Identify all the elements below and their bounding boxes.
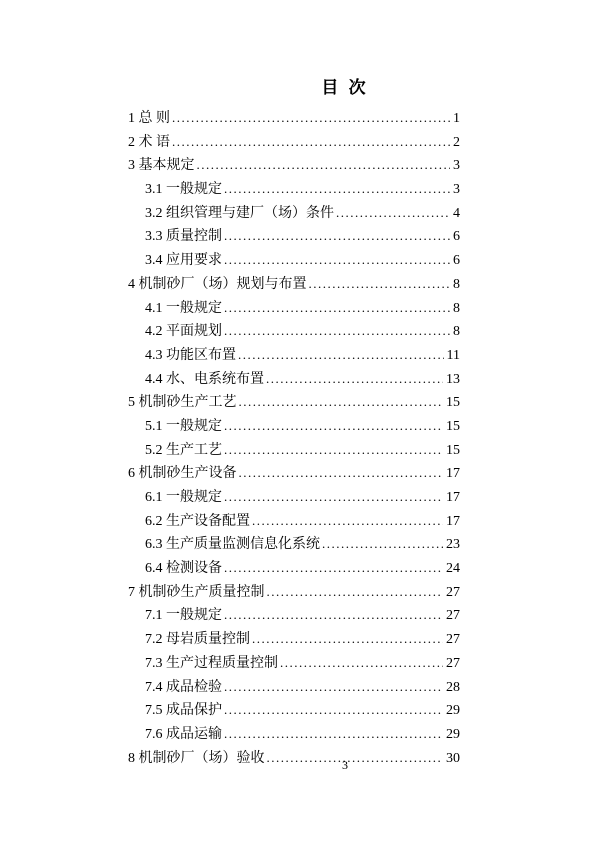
toc-leader-dots	[224, 414, 443, 438]
toc-entry	[128, 556, 460, 580]
toc-entry	[128, 722, 460, 746]
toc-entry-page: 24	[446, 561, 460, 577]
toc-leader-dots	[172, 130, 450, 154]
toc-entry-page: 15	[446, 395, 460, 411]
toc-entry-label: 8 机制砂厂（场）验收	[128, 750, 265, 766]
toc-leader-dots	[172, 106, 450, 130]
toc-entry	[128, 319, 460, 343]
toc-entry-page: 3	[453, 182, 460, 198]
toc-entry-label: 4.2 平面规划	[145, 324, 222, 340]
toc-entry	[128, 532, 460, 556]
toc-leader-dots	[224, 722, 443, 746]
toc-entry-page: 30	[446, 750, 460, 766]
toc-entry-page: 17	[446, 466, 460, 482]
toc-entry-page: 29	[446, 726, 460, 742]
toc-entry	[128, 627, 460, 651]
toc-leader-dots	[252, 627, 443, 651]
page-footer	[128, 758, 562, 773]
toc-entry	[128, 201, 460, 225]
page-title: 目 次	[321, 78, 369, 97]
toc-entry-label: 2 术 语	[128, 134, 170, 150]
toc-leader-dots	[224, 319, 450, 343]
toc-entry	[128, 414, 460, 438]
toc-entry-label: 3.1 一般规定	[145, 182, 222, 198]
toc-entry-page: 27	[446, 655, 460, 671]
toc-entry-page: 8	[453, 300, 460, 316]
toc-entry-page: 13	[446, 371, 460, 387]
toc-entry-label: 7.6 成品运输	[145, 726, 222, 742]
toc-entry-label: 3.3 质量控制	[145, 229, 222, 245]
toc-entry-label: 7.4 成品检验	[145, 679, 222, 695]
toc-leader-dots	[336, 201, 450, 225]
toc-entry-label: 1 总 则	[128, 111, 170, 126]
toc-entry	[128, 603, 460, 627]
toc-leader-dots	[224, 224, 450, 248]
toc-leader-dots	[224, 485, 443, 509]
toc-entry-label: 4.1 一般规定	[145, 300, 222, 316]
toc-leader-dots	[224, 698, 443, 722]
toc-entry	[128, 675, 460, 699]
toc-entry	[128, 343, 460, 367]
toc-section	[128, 76, 562, 769]
toc-entry-page: 6	[453, 253, 460, 269]
toc-leader-dots	[280, 651, 443, 675]
toc-entry-page: 17	[446, 513, 460, 529]
toc-entry	[128, 224, 460, 248]
toc-leader-dots	[309, 272, 451, 296]
toc-leader-dots	[266, 367, 443, 391]
toc-entry	[128, 367, 460, 391]
toc-entry-page: 15	[446, 442, 460, 458]
toc-entry-label: 7.2 母岩质量控制	[145, 632, 250, 648]
toc-entry-label: 3 基本规定	[128, 158, 195, 174]
toc-entry-label: 7.3 生产过程质量控制	[145, 655, 278, 671]
toc-entry	[128, 106, 460, 130]
toc-entry-label: 6.4 检测设备	[145, 561, 222, 577]
toc-leader-dots	[252, 509, 443, 533]
toc-entry	[128, 651, 460, 675]
toc-entry	[128, 153, 460, 177]
toc-entry-label: 6.3 生产质量监测信息化系统	[145, 537, 320, 553]
toc-entry	[128, 390, 460, 414]
toc-entry	[128, 130, 460, 154]
toc-leader-dots	[239, 390, 444, 414]
toc-entry-label: 6 机制砂生产设备	[128, 466, 237, 482]
toc-leader-dots	[322, 532, 443, 556]
toc-entry-label: 4 机制砂厂（场）规划与布置	[128, 276, 307, 292]
toc-entry-page: 28	[446, 679, 460, 695]
toc-entry-page: 4	[453, 205, 460, 221]
footer-page-number: 3	[342, 758, 348, 772]
toc-entry-label: 4.3 功能区布置	[145, 347, 236, 363]
toc-entry	[128, 698, 460, 722]
toc-entry-label: 6.2 生产设备配置	[145, 513, 250, 529]
toc-entry-page: 27	[446, 632, 460, 648]
toc-entry-label: 5.2 生产工艺	[145, 442, 222, 458]
toc-entry	[128, 580, 460, 604]
toc-leader-dots	[224, 556, 443, 580]
toc-entry	[128, 248, 460, 272]
toc-entry	[128, 177, 460, 201]
toc-entry-page: 29	[446, 703, 460, 719]
toc-entry-label: 5.1 一般规定	[145, 418, 222, 434]
toc-entry-label: 3.4 应用要求	[145, 253, 222, 269]
toc-leader-dots	[224, 603, 443, 627]
toc-entry-label: 7.1 一般规定	[145, 608, 222, 624]
toc-leader-dots	[224, 248, 450, 272]
toc-entry	[128, 438, 460, 462]
toc-entry-label: 6.1 一般规定	[145, 490, 222, 505]
toc-entry-label: 3.2 组织管理与建厂（场）条件	[145, 205, 334, 221]
toc-entry-page: 15	[446, 418, 460, 434]
toc-entry-label: 7.5 成品保护	[145, 703, 222, 719]
toc-entry	[128, 509, 460, 533]
toc-entry-page: 3	[453, 158, 460, 174]
toc-leader-dots	[224, 675, 443, 699]
toc-entry-label: 4.4 水、电系统布置	[145, 371, 264, 387]
toc-entry	[128, 272, 460, 296]
toc-entry-label: 7 机制砂生产质量控制	[128, 584, 265, 600]
toc-entry-page: 27	[446, 608, 460, 624]
toc-leader-dots	[267, 580, 444, 604]
toc-entry-page: 8	[453, 324, 460, 340]
toc-entry-page: 8	[453, 276, 460, 292]
toc-entry-page: 2	[453, 134, 460, 150]
toc-entry-page: 17	[446, 490, 460, 505]
toc-entry-page: 23	[446, 537, 460, 553]
toc-leader-dots	[238, 343, 444, 367]
toc-entry	[128, 485, 460, 509]
toc-entry-page: 27	[446, 584, 460, 600]
toc-list	[128, 106, 460, 769]
toc-entry-page: 1	[453, 111, 460, 126]
toc-leader-dots	[197, 153, 451, 177]
toc-entry	[128, 296, 460, 320]
toc-entry	[128, 461, 460, 485]
toc-entry-page: 6	[453, 229, 460, 245]
toc-entry-page: 11	[446, 347, 460, 363]
toc-leader-dots	[224, 296, 450, 320]
toc-leader-dots	[239, 461, 444, 485]
toc-entry-label: 5 机制砂生产工艺	[128, 395, 237, 411]
toc-leader-dots	[224, 177, 450, 201]
toc-leader-dots	[224, 438, 443, 462]
